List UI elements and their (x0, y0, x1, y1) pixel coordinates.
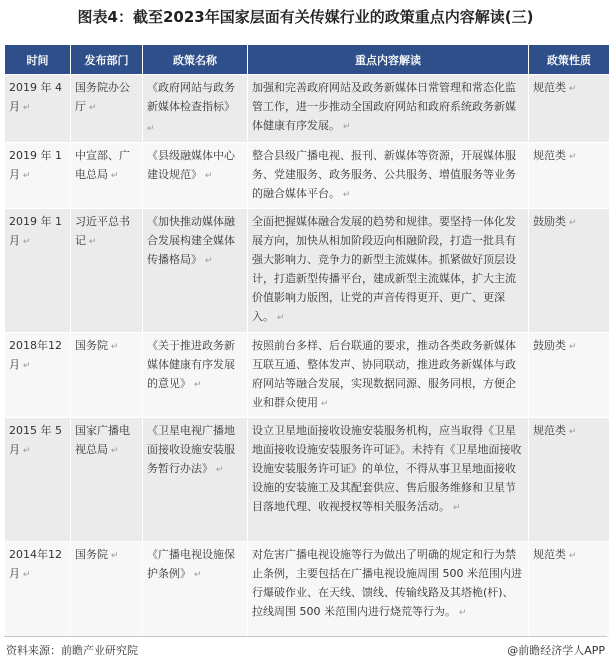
cell-time: 2018年12月 ↵ (5, 333, 71, 418)
page-title: 图表4：截至2023年国家层面有关传媒行业的政策重点内容解读(三) (77, 8, 534, 26)
table-row (5, 542, 610, 638)
source-note: 资料来源：前瞻产业研究院 (6, 644, 138, 657)
cell-time: 2014年12月 ↵ (5, 542, 71, 638)
cell-content: 整合县级广播电视、报刊、新媒体等资源，开展媒体服务、党建服务、政务服务、公共服务、增值服务等业务的融合媒体平台。 ↵ (248, 143, 529, 209)
header-time: 时间 (5, 45, 71, 75)
cell-nature: 规范类 ↵ (529, 418, 610, 542)
cell-dept: 国务院办公厅 ↵ (71, 75, 143, 143)
table-row (5, 333, 610, 418)
cell-dept: 国务院 ↵ (71, 542, 143, 638)
cell-dept: 习近平总书记 ↵ (71, 209, 143, 333)
cell-nature: 规范类 ↵ (529, 143, 610, 209)
header-name: 政策名称 (143, 45, 248, 75)
policy-table (4, 44, 610, 638)
header-nature: 政策性质 (529, 45, 610, 75)
cell-name: 《关于推进政务新媒体健康有序发展的意见》 ↵ (143, 333, 248, 418)
cell-content: 设立卫星地面接收设施安装服务机构，应当取得《卫星地面接收设施安装服务许可证》。未持有《卫星地面接收设施安装服务许可证》的单位，不得从事卫星地面接收设施的安装施工及其配套供应、售后服务维修和卫星节目落地代理、收视授权等相关服务活动。 ↵ (248, 418, 529, 542)
table-row (5, 75, 610, 143)
cell-name: 《卫星电视广播地面接收设施安装服务暂行办法》 ↵ (143, 418, 248, 542)
cell-dept: 国家广播电视总局 ↵ (71, 418, 143, 542)
cell-time: 2019 年 1 月 ↵ (5, 209, 71, 333)
cell-nature: 鼓励类 ↵ (529, 333, 610, 418)
cell-time: 2015 年 5 月 ↵ (5, 418, 71, 542)
brand-credit: @前瞻经济学人APP (507, 644, 605, 657)
cell-nature: 规范类 ↵ (529, 542, 610, 638)
policy-table-container (4, 44, 609, 638)
cell-name: 《政府网站与政务新媒体检查指标》 ↵ (143, 75, 248, 143)
cell-content: 对危害广播电视设施等行为做出了明确的规定和行为禁止条例，主要包括在广播电视设施周围 500 米范围内进行爆破作业、在天线、馈线、传输线路及其塔桅(杆)、拉线周围 500 米范围内进行烧荒等行为。 ↵ (248, 542, 529, 638)
table-header-row (5, 45, 610, 75)
cell-dept: 国务院 ↵ (71, 333, 143, 418)
cell-name: 《广播电视设施保护条例》 ↵ (143, 542, 248, 638)
cell-name: 《县级融媒体中心建设规范》 ↵ (143, 143, 248, 209)
footer-divider (4, 636, 607, 637)
cell-time: 2019 年 1 月 ↵ (5, 143, 71, 209)
cell-content: 按照前台多样、后台联通的要求，推动各类政务新媒体互联互通、整体发声、协同联动，推进政务新媒体与政府网站等融合发展，实现数据同源、服务同根，方便企业和群众使用 ↵ (248, 333, 529, 418)
table-row (5, 209, 610, 333)
cell-content: 加强和完善政府网站及政务新媒体日常管理和常态化监管工作，进一步推动全国政府网站和政府系统政务新媒体健康有序发展。 ↵ (248, 75, 529, 143)
header-content: 重点内容解读 (248, 45, 529, 75)
table-row (5, 418, 610, 542)
cell-nature: 鼓励类 ↵ (529, 209, 610, 333)
cell-content: 全面把握媒体融合发展的趋势和规律。要坚持一体化发展方向，加快从相加阶段迈向相融阶段，打造一批具有强大影响力、竞争力的新型主流媒体。抓紧做好顶层设计，打造新型传播平台，建成新型主流媒体，扩大主流价值影响力版图，让党的声音传得更开、更广、更深入。 ↵ (248, 209, 529, 333)
header-dept: 发布部门 (71, 45, 143, 75)
cell-name: 《加快推动媒体融合发展构建全媒体传播格局》 ↵ (143, 209, 248, 333)
cell-time: 2019 年 4 月 ↵ (5, 75, 71, 143)
cell-dept: 中宣部、广电总局 ↵ (71, 143, 143, 209)
cell-nature: 规范类 ↵ (529, 75, 610, 143)
table-row (5, 143, 610, 209)
